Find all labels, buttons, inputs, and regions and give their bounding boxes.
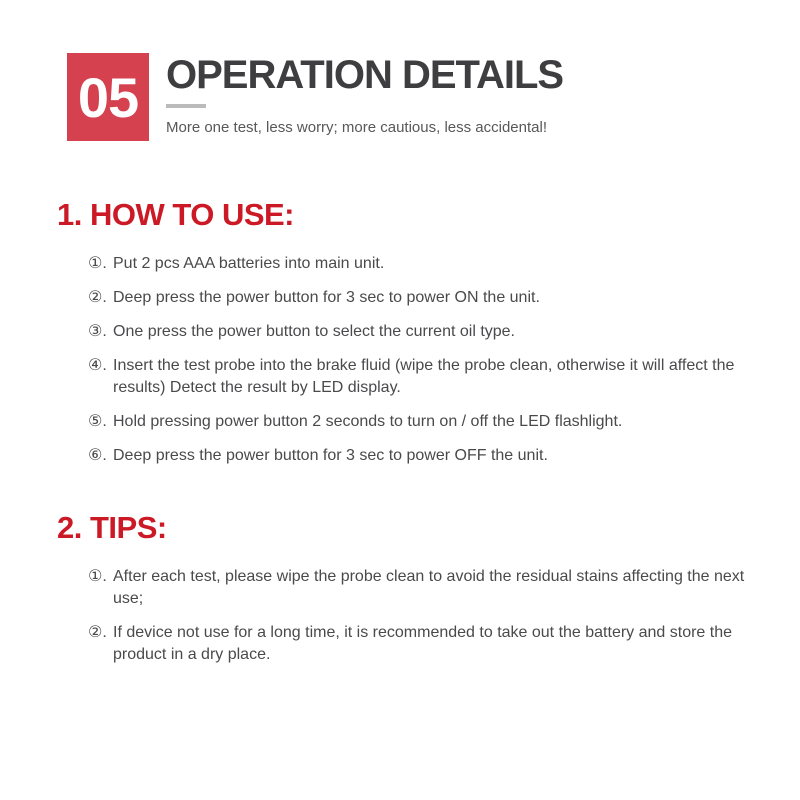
content-section (57, 511, 800, 666)
item-number-marker: ②. (88, 624, 107, 641)
content-section (57, 198, 800, 467)
section-heading: 2. TIPS: (57, 510, 167, 545)
list-item (88, 445, 748, 467)
list-item (88, 355, 748, 399)
title-underline (166, 104, 206, 108)
step-list (88, 253, 748, 467)
item-number-marker: ⑥. (88, 447, 107, 464)
item-text: Deep press the power button for 3 sec to power OFF the unit. (113, 447, 548, 464)
header-text (166, 53, 563, 136)
page-title: OPERATION DETAILS (166, 53, 564, 97)
item-text: Insert the test probe into the brake fluid (wipe the probe clean, otherwise it will affect the results) Detect the result by LED display. (113, 357, 735, 396)
item-text: Put 2 pcs AAA batteries into main unit. (113, 255, 385, 272)
item-number-marker: ⑤. (88, 413, 107, 430)
item-text: Deep press the power button for 3 sec to power ON the unit. (113, 289, 540, 306)
list-item (88, 622, 748, 666)
list-item (88, 321, 748, 343)
page-header (67, 53, 800, 141)
item-text: If device not use for a long time, it is recommended to take out the battery and store the product in a dry place. (113, 624, 733, 663)
content (57, 198, 800, 666)
item-number-marker: ④. (88, 357, 107, 374)
item-text: After each test, please wipe the probe clean to avoid the residual stains affecting the next use; (113, 568, 745, 607)
item-number-marker: ②. (88, 289, 107, 306)
section-number-badge (67, 53, 149, 141)
list-item (88, 287, 748, 309)
item-number-marker: ③. (88, 323, 107, 340)
item-text: One press the power button to select the current oil type. (113, 323, 515, 340)
item-number-marker: ①. (88, 568, 107, 585)
page-subtitle: More one test, less worry; more cautious, less accidental! (166, 119, 547, 136)
badge-number: 05 (77, 65, 139, 129)
step-list (88, 566, 748, 666)
list-item (88, 411, 748, 433)
list-item (88, 253, 748, 275)
item-text: Hold pressing power button 2 seconds to turn on / off the LED flashlight. (113, 413, 623, 430)
item-number-marker: ①. (88, 255, 107, 272)
list-item (88, 566, 748, 610)
section-heading: 1. HOW TO USE: (57, 197, 295, 232)
